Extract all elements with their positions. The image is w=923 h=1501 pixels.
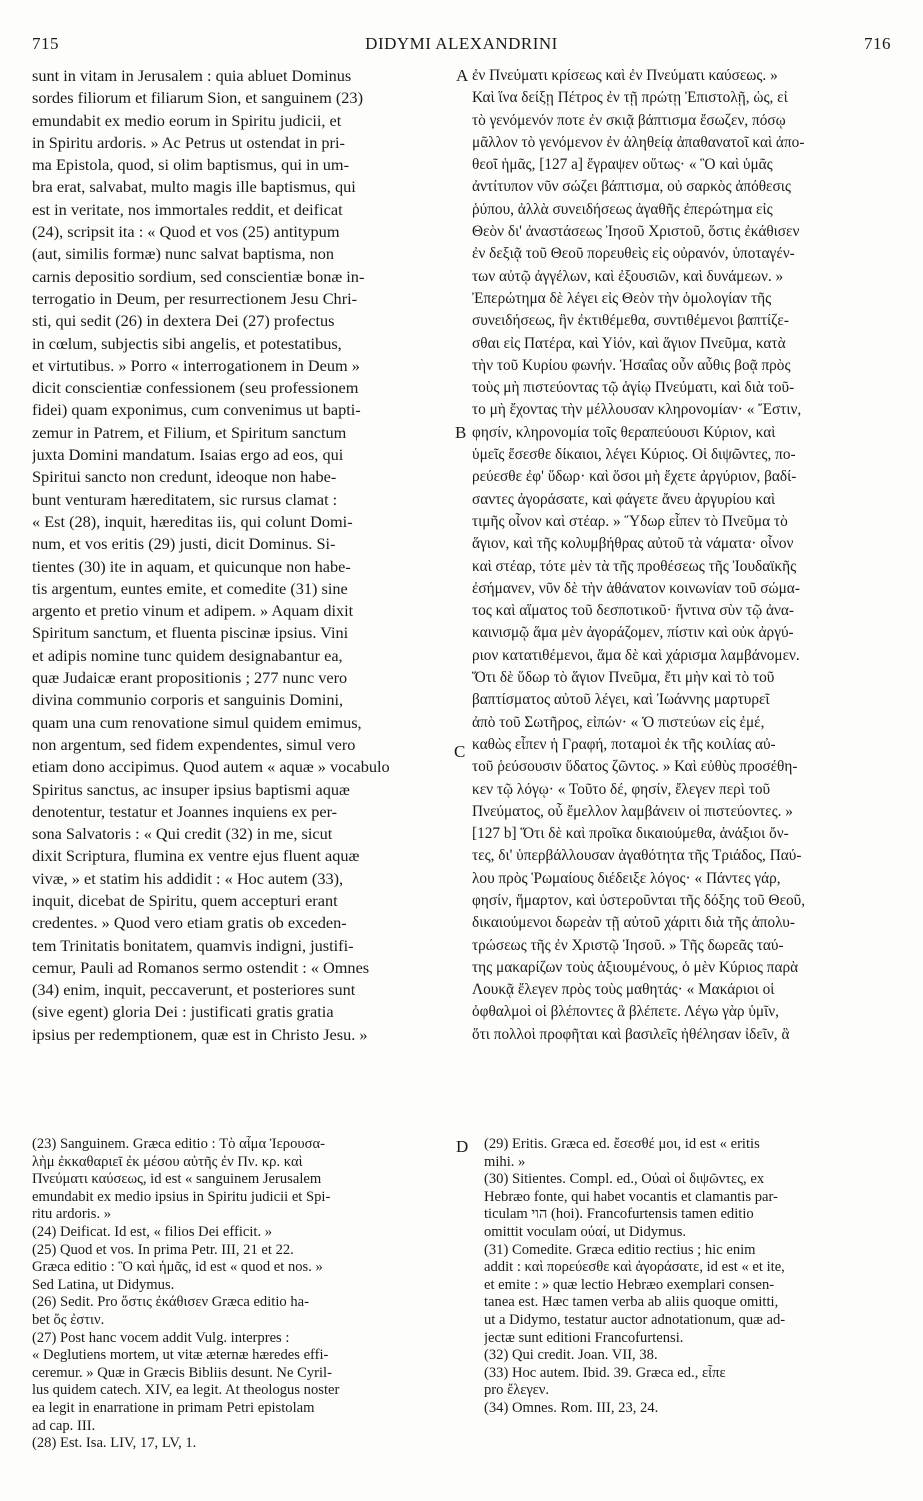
greek-text-line: των αὐτῷ ἀγγέλων, καὶ ἐξουσιῶν, καὶ δυνάμεων. » (472, 267, 784, 285)
latin-text-line: fidei) quam exponimus, cum convenimus ut bapti- (32, 400, 361, 420)
footnote-line: ticulam הוי (hoi). Francofurtensis tamen editio (484, 1206, 754, 1223)
footnote-line: « Deglutiens mortem, ut vitæ æternæ hæredes effi- (32, 1347, 329, 1364)
greek-text-line: φησίν, ἥμαρτον, καὶ ὑστεροῦνται τῆς δόξης τοῦ Θεοῦ, (472, 891, 806, 909)
footnotes-left (32, 1136, 452, 1453)
latin-text-line: etiam dono accipimus. Quod autem « aquæ » vocabulo (32, 757, 390, 777)
greek-text-line: Πνεύματος, οὗ ἔμελλον λαμβάνειν οἱ πιστεύοντες. » (472, 802, 793, 820)
greek-text-line: συνειδήσεως, ἣν ἐκτιθέμεθα, συντιθέμενοι βαπτίζε- (472, 312, 789, 330)
latin-text-line: sona Salvatoris : « Qui credit (32) in me, sicut (32, 824, 333, 844)
footnote-line: (31) Comedite. Græca editio rectius ; hic enim (484, 1241, 756, 1258)
greek-text-line: [127 b] Ὅτι δὲ καὶ προῖκα δικαιούμεθα, ἀνάξιοι ὄν- (472, 825, 789, 843)
latin-text-line: (sive egent) gloria Dei : justificati gratis gratia (32, 1002, 334, 1022)
latin-column (32, 65, 452, 1046)
greek-text-line: ριον κατατιθέμενοι, ἅμα δὲ καὶ χάρισμα λαμβάνομεν. (472, 646, 800, 664)
footnote-line: ut a Didymo, testatur auctor adnotationum, quæ ad- (484, 1311, 786, 1328)
latin-text-line: dicit conscientiæ confessionem (seu professionem (32, 378, 359, 398)
greek-text-line: τες, δι' ὑπερβάλλουσαν ἀγαθότητα τῆς Τριάδος, Παύ- (472, 847, 802, 865)
footnote-line: Πνεύματι καύσεως, id est « sanguinem Jerusalem (32, 1171, 322, 1188)
greek-text-line: φησίν, κληρονομία τοῖς θεραπεύουσι Κύριον, καὶ (472, 423, 776, 441)
latin-text-line: tientes (30) ite in aquam, et quicunque non habe- (32, 556, 351, 576)
greek-text-line: ὅτι πολλοὶ προφῆται καὶ βασιλεῖς ἠθέλησαν ἰδεῖν, ἃ (472, 1025, 790, 1043)
greek-text-line: Θεὸν δι' ἀναστάσεως Ἰησοῦ Χριστοῦ, ὅστις ἐκάθισεν (472, 223, 800, 241)
margin-marker-a: A (456, 66, 469, 85)
latin-text-line: « Est (28), inquit, hæreditas iis, qui colunt Domi- (32, 511, 353, 531)
footnote-line: (34) Omnes. Rom. III, 23, 24. (484, 1399, 659, 1416)
footnote-line: (29) Eritis. Græca ed. ἔσεσθέ μοι, id est « eritis (484, 1136, 760, 1152)
footnote-line: (30) Sitientes. Compl. ed., Οὐαὶ οἱ διψῶντες, ex (484, 1171, 765, 1188)
margin-marker-c: C (454, 742, 466, 761)
latin-text-line: in Spiritu ardoris. » Ac Petrus ut ostendat in pri- (32, 132, 345, 152)
footnote-line: ea legit in enarratione in primam Petri epistolam (32, 1399, 315, 1416)
latin-text-line: carnis depositio sordium, sed conscientiæ bonæ in- (32, 266, 365, 286)
latin-text-line: emundabit ex medio eorum in Spiritu judicii, et (32, 110, 342, 130)
latin-text-line: terrogatio in Deum, per resurrectionem Jesu Chri- (32, 288, 358, 308)
footnote-line: omittit voculam οὐαί, ut Didymus. (484, 1223, 687, 1240)
footnote-line: emundabit ex medio ipsius in Spiritu judicii et Spi- (32, 1188, 331, 1205)
footnote-line: ritu ardoris. » (32, 1206, 112, 1223)
greek-text-line: σαντες ἀγοράσατε, καὶ φάγετε ἄνευ ἀργυρίου καὶ (472, 490, 776, 508)
latin-text-line: et adipis nomine tunc quidem designabantur ea, (32, 645, 343, 665)
greek-text-line: της μακαρίζων τοὺς ἀξιουμένους, ὁ μὲν Κύριος παρὰ (472, 958, 799, 976)
footnote-line: (33) Hoc autem. Ibid. 39. Græca ed., εἶπε (484, 1364, 726, 1381)
greek-text-line: Λουκᾷ ἔλεγεν πρὸς τοὺς μαθητάς· « Μακάριοι οἱ (472, 981, 775, 999)
footnote-line: et emite : » quæ lectio Hebræo exemplari consen- (484, 1276, 775, 1293)
latin-text-line: quæ Judaicæ erant propositionis ; 277 nunc vero (32, 668, 348, 688)
footnote-line: lus quidem catech. XIV, ea legit. At theologus noster (32, 1382, 340, 1399)
margin-marker-b: B (455, 423, 467, 442)
latin-text-line: vivæ, » et statim his addidit : « Hoc autem (33), (32, 868, 344, 888)
latin-text-line: est in veritate, nos immortales reddit, et deificat (32, 199, 343, 219)
footnote-line: (27) Post hanc vocem addit Vulg. interpres : (32, 1329, 290, 1346)
footnote-line: Græca editio : Ὃ καὶ ἡμᾶς, id est « quod et nos. » (32, 1259, 323, 1276)
greek-text-line: τοῦ ῥεύσουσιν ὕδατος ζῶντος. » Καὶ εὐθὺς προσέθη- (472, 758, 798, 776)
latin-text-line: sordes filiorum et filiarum Sion, et sanguinem (23) (32, 88, 363, 108)
greek-text-line: τος καὶ αἵματος τοῦ δεσποτικοῦ· ἥντινα σὺν τῷ ἀνα- (472, 602, 795, 620)
latin-text-line: zemur in Patrem, et Filium, et Spiritum sanctum (32, 422, 347, 442)
footnote-line: Hebræo fonte, qui habet vocantis et clamantis par- (484, 1188, 778, 1205)
latin-text-line: (aut, similis formæ) nunc salvat baptisma, non (32, 244, 335, 264)
latin-text-line: argento et pretio vinum et adipem. » Aquam dixit (32, 601, 354, 621)
footnote-line: addit : καὶ πορεύεσθε καὶ ἀγοράσατε, id est « et ite, (484, 1259, 785, 1276)
latin-text-line: tis argentum, euntes emite, et comedite (31) sine (32, 578, 348, 598)
greek-text-line: ἅγιον, καὶ τῆς κολυμβήθρας αὐτοῦ τὰ νάματα· οἶνον (472, 535, 794, 553)
latin-text-line: juxta Domini mandatum. Isaias ergo ad eos, qui (32, 445, 344, 465)
footnote-line: (26) Sedit. Pro ὅστις ἐκάθισεν Græca editio ha- (32, 1294, 309, 1311)
footnote-line: ad cap. III. (32, 1417, 96, 1434)
latin-text-line: sti, qui sedit (26) in dextera Dei (27) profectus (32, 311, 335, 331)
footnote-line: mihi. » (484, 1153, 526, 1170)
greek-text-line: ὀφθαλμοὶ οἱ βλέποντες ἃ βλέπετε. Λέγω γὰρ ὑμῖν, (472, 1003, 779, 1021)
greek-text-line: Ἐπερώτημα δὲ λέγει εἰς Θεὸν τὴν ὁμολογίαν τῆς (472, 289, 772, 307)
footnote-line: (23) Sanguinem. Græca editio : Τὸ αἷμα Ἰερουσα- (32, 1136, 325, 1152)
greek-text-line: ῥύπου, ἀλλὰ συνειδήσεως ἀγαθῆς ἐπερώτημα εἰς (472, 200, 773, 218)
greek-text-line: τοὺς μὴ πιστεύοντας τῷ ἁγίῳ Πνεύματι, καὶ διὰ τοῦ- (472, 379, 795, 397)
greek-text-line: θεοῖ ἡμᾶς, [127 a] ἔγραψεν οὕτως· « Ὃ καὶ ὑμᾶς (472, 156, 773, 174)
greek-column (472, 65, 897, 1046)
footnote-line: bet ὅς ἐστιν. (32, 1311, 105, 1328)
footnotes-right (484, 1136, 894, 1418)
footnote-line: (28) Est. Isa. LIV, 17, LV, 1. (32, 1435, 197, 1452)
greek-text-line: κεν τῷ λόγῳ· « Τοῦτο δέ, φησίν, ἔλεγεν περὶ τοῦ (472, 780, 771, 798)
latin-text-line: ipsius per redemptionem, quæ est in Christo Jesu. » (32, 1024, 368, 1044)
greek-text-line: καινισμῷ ἅμα μὲν ἀγοράζομεν, πίστιν καὶ οὐκ ἀργύ- (472, 624, 794, 642)
latin-text-line: tem Trinitatis bonitatem, quamvis indigni, justifi- (32, 935, 354, 955)
page-number-right: 716 (864, 34, 891, 53)
greek-text-line: καθὼς εἶπεν ἡ Γραφή, ποταμοὶ ἐκ τῆς κοιλίας αὐ- (472, 735, 776, 753)
latin-text-line: num, et vos eritis (29) justi, dicit Dominus. Si- (32, 534, 336, 554)
latin-text-line: sunt in vitam in Jerusalem : quia abluet Dominus (32, 66, 352, 85)
footnote-line: tanea est. Hæc tamen verba ab aliis quoque omitti, (484, 1294, 779, 1311)
latin-text-line: inquit, dicebat de Spiritu, quem accepturi erant (32, 890, 338, 910)
greek-text-line: λου πρὸς Ῥωμαίους διέδειξε λόγος· « Πάντες γάρ, (472, 869, 781, 887)
footnote-line: jectæ sunt editioni Francofurtensi. (484, 1329, 684, 1346)
latin-text-line: Spiritui sancto non credunt, ideoque non habe- (32, 467, 337, 487)
greek-text-line: το μὴ ἔχοντας τὴν μέλλουσαν κληρονομίαν· « Ἔστιν, (472, 401, 802, 419)
greek-text-line: μᾶλλον τὸ γενόμενον ἐν ἀληθείᾳ ἀπαθανατοῖ καὶ ἀπο- (472, 133, 805, 151)
greek-text-line: ρεύεσθε ἐφ' ὕδωρ· καὶ ὅσοι μὴ ἔχετε ἀργύριον, βαδί- (472, 468, 797, 486)
greek-text-line: ἐν δεξιᾷ τοῦ Θεοῦ πορευθεὶς εἰς οὐρανόν, ὑποταγέν- (472, 245, 795, 263)
greek-text-line: ὑμεῖς ἔσεσθε δίκαιοι, λέγει Κύριος. Οἱ διψῶντες, πο- (472, 446, 796, 464)
greek-text-line: τιμῆς οἶνον καὶ στέαρ. » Ὕδωρ εἶπεν τὸ Πνεῦμα τὸ (472, 512, 788, 530)
latin-text-line: quam una cum renovatione simul quidem emimus, (32, 712, 362, 732)
greek-text-line: ἐσήμανεν, νῦν δὲ τὴν ἀθάνατον κοινωνίαν τοῦ σώμα- (472, 579, 800, 597)
page-number-left: 715 (32, 34, 59, 53)
greek-text-line: καὶ στέαρ, τότε μὲν τὰ τῆς προθέσεως τῆς Ἰουδαϊκῆς (472, 557, 797, 575)
latin-text-line: bra erat, salvabat, multo magis ille baptismus, qui (32, 177, 356, 197)
latin-text-line: Spiritum sanctum, et fluenta piscinæ ipsius. Vini (32, 623, 349, 643)
footnote-line: (32) Qui credit. Joan. VII, 38. (484, 1347, 658, 1364)
latin-text-line: credentes. » Quod vero etiam gratis ob exceden- (32, 913, 347, 933)
greek-text-line: δικαιούμενοι δωρεὰν τῇ αὐτοῦ χάριτι διὰ τῆς ἀπολυ- (472, 914, 795, 932)
greek-text-line: ἀντίτυπον νῦν σώζει βάπτισμα, οὐ σαρκὸς ἀπόθεσις (472, 178, 791, 196)
greek-text-line: τὸ γενόμενόν ποτε ἐν σκιᾷ βάπτισμα ἔσωζεν, πόσῳ (472, 111, 786, 129)
latin-text-line: cemur, Pauli ad Romanos sermo ostendit : « Omnes (32, 957, 370, 977)
latin-text-line: non argentum, sed fidem expendentes, simul vero (32, 734, 356, 754)
latin-text-line: denotentur, testatur et Joannes inquiens ex per- (32, 801, 338, 821)
running-head: DIDYMI ALEXANDRINI (365, 34, 558, 53)
footnote-line: ceremur. » Quæ in Græcis Bibliis desunt. Ne Cyril- (32, 1364, 332, 1381)
latin-text-line: et virtutibus. » Porro « interrogationem in Deum » (32, 355, 360, 375)
margin-marker-d: D (456, 1137, 469, 1156)
latin-text-line: divina communio corporis et sanguinis Domini, (32, 690, 344, 710)
greek-text-line: Ὅτι δὲ ὕδωρ τὸ ἅγιον Πνεῦμα, ἔτι μὴν καὶ τὸ τοῦ (472, 669, 775, 687)
latin-text-line: Spiritus sanctus, ac insuper ipsius baptismi aquæ (32, 779, 350, 799)
latin-text-line: (34) enim, inquit, peccaverunt, et posteriores sunt (32, 980, 356, 1000)
latin-text-line: ma Epistola, quod, si olim baptismus, qui in um- (32, 155, 350, 175)
greek-text-line: βαπτίσματος αὐτοῦ λέγει, καὶ Ἰωάννης μαρτυρεῖ (472, 691, 770, 709)
greek-text-line: ἀπὸ τοῦ Σωτῆρος, εἰπών· « Ὁ πιστεύων εἰς ἐμέ, (472, 713, 765, 731)
latin-text-line: dixit Scriptura, flumina ex ventre ejus fluent aquæ (32, 846, 360, 866)
greek-text-line: σθαι εἰς Πατέρα, καὶ Υἱόν, καὶ ἅγιον Πνεῦμα, κατὰ (472, 334, 786, 352)
footnote-line: Sed Latina, ut Didymus. (32, 1276, 175, 1293)
footnote-line: (25) Quod et vos. In prima Petr. III, 21 et 22. (32, 1241, 294, 1258)
page-header (32, 34, 891, 56)
latin-text-line: (24), scripsit ita : « Quod et vos (25) antitypum (32, 222, 340, 242)
latin-text-line: bunt venturam hæreditatem, sic rursus clamat : (32, 489, 338, 509)
greek-text-line: ἐν Πνεύματι κρίσεως καὶ ἐν Πνεύματι καύσεως. » (472, 67, 778, 84)
greek-text-line: τρώσεως τῆς ἐν Χριστῷ Ἰησοῦ. » Τῆς δωρεᾶς ταύ- (472, 936, 784, 954)
latin-text-line: in cœlum, subjectis sibi angelis, et potestatibus, (32, 333, 342, 353)
footnote-line: pro ἔλεγεν. (484, 1382, 550, 1399)
footnote-line: (24) Deificat. Id est, « filios Dei efficit. » (32, 1223, 273, 1240)
footnote-line: λὴμ ἐκκαθαριεῖ ἐκ μέσου αὐτῆς ἐν Πν. κρ. καὶ (32, 1153, 303, 1170)
greek-text-line: τὴν τοῦ Κυρίου φωνήν. Ἡσαΐας οὖν αὖθις βοᾷ πρὸς (472, 356, 791, 374)
greek-text-line: Καὶ ἵνα δείξῃ Πέτρος ἐν τῇ πρώτῃ Ἐπιστολῇ, ὡς, εἰ (472, 89, 788, 107)
